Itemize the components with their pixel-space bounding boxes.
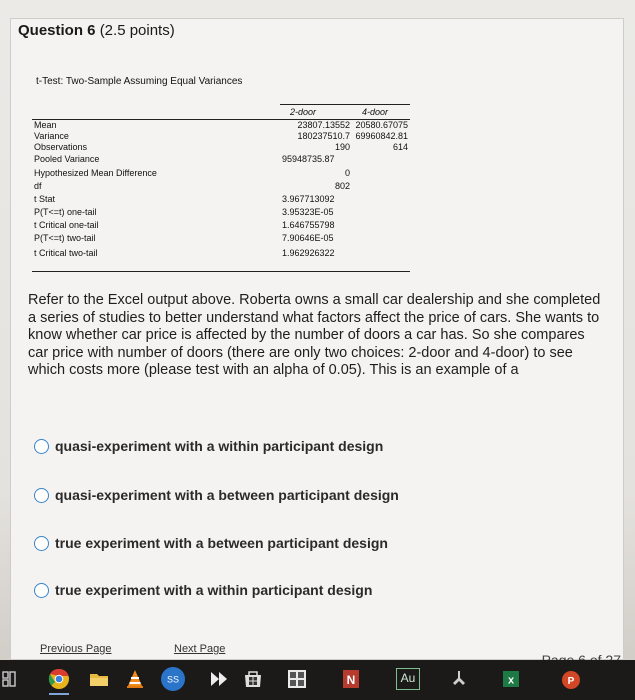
next-page-link[interactable]: Next Page: [174, 643, 226, 655]
radio-button[interactable]: [34, 536, 49, 551]
table-row: [32, 131, 410, 142]
store-icon[interactable]: [242, 668, 264, 690]
active-app-indicator: [49, 693, 69, 695]
row-value-2door: 1.962926322: [282, 248, 335, 258]
row-label: Hypothesized Mean Difference: [34, 168, 157, 178]
radio-button[interactable]: [34, 439, 49, 454]
chrome-icon[interactable]: [48, 668, 70, 690]
audition-icon[interactable]: Au: [396, 668, 420, 690]
table-row: [32, 248, 410, 259]
radio-button[interactable]: [34, 583, 49, 598]
svg-text:x: x: [507, 674, 515, 687]
blue-circle-app-icon[interactable]: [160, 666, 186, 692]
answer-option-label: true experiment with a within participant design: [55, 582, 373, 598]
row-value-2door: 802: [334, 181, 350, 191]
excel-output-title: t-Test: Two-Sample Assuming Equal Variances: [36, 76, 243, 87]
radio-button[interactable]: [34, 488, 49, 503]
question-points: (2.5 points): [99, 22, 175, 39]
row-label: P(T<=t) one-tail: [34, 207, 97, 217]
table-row: [32, 207, 410, 218]
table-row: [32, 194, 410, 205]
question-number: Question 6: [18, 22, 96, 39]
row-value-2door: 1.646755798: [282, 220, 335, 230]
row-value-2door: 3.95323E-05: [282, 207, 334, 217]
question-title: [18, 22, 175, 39]
row-value-2door: 0: [344, 168, 350, 178]
answer-option-4[interactable]: [34, 582, 372, 598]
row-value-4door: 20580.67075: [355, 120, 408, 130]
row-value-2door: 7.90646E-05: [282, 233, 334, 243]
powerpoint-icon[interactable]: [560, 669, 582, 691]
row-value-2door: 23807.13552: [297, 120, 350, 130]
row-value-2door: 190: [334, 142, 350, 152]
row-label: Mean: [34, 120, 57, 130]
column-header-2door: 2-door: [290, 107, 317, 117]
svg-text:N: N: [346, 673, 356, 687]
taskbar: [0, 660, 635, 700]
row-value-2door: 180237510.7: [297, 131, 350, 141]
table-row: [32, 181, 410, 192]
file-explorer-icon[interactable]: [88, 668, 110, 690]
svg-text:SS: SS: [166, 674, 180, 685]
task-view-icon[interactable]: [2, 670, 16, 688]
excel-stats-table: [32, 104, 410, 272]
table-row: [32, 142, 410, 153]
previous-page-link[interactable]: Previous Page: [40, 643, 112, 655]
row-label: Pooled Variance: [34, 154, 100, 164]
row-value-2door: 95948735.87: [282, 154, 335, 164]
table-row: [32, 233, 410, 244]
answer-option-2[interactable]: [34, 487, 399, 503]
row-value-2door: 3.967713092: [282, 194, 335, 204]
answer-option-3[interactable]: [34, 535, 388, 551]
answer-option-label: quasi-experiment with a within participant design: [55, 438, 384, 454]
onenote-icon[interactable]: [340, 668, 362, 690]
column-header-4door: 4-door: [362, 107, 389, 117]
row-label: P(T<=t) two-tail: [34, 233, 96, 243]
media-player-icon[interactable]: [208, 668, 230, 690]
office-app-icon[interactable]: [286, 668, 308, 690]
table-row: [32, 120, 410, 131]
svg-text:P: P: [567, 676, 575, 687]
excel-icon[interactable]: [500, 668, 522, 690]
row-label: t Stat: [34, 194, 56, 204]
question-prompt: Refer to the Excel output above. Roberta owns a small car dealership and she completed a series of studies to better understand what factors affect the price of cars. She wants to know whether car price is affected by the number of doors a car has. So she compares car price with number of doors (there are only two choices: 2-door and 4-door) to see which costs more (please test with an alpha of 0.05). This is an example of a: [28, 292, 601, 379]
row-value-4door: 69960842.81: [355, 131, 408, 141]
row-label: Observations: [34, 142, 88, 152]
table-row: [32, 154, 410, 165]
row-label: Variance: [34, 131, 69, 141]
answer-option-1[interactable]: [34, 438, 383, 454]
answer-option-label: quasi-experiment with a between participant design: [55, 487, 399, 503]
row-label: t Critical two-tail: [34, 248, 98, 258]
row-value-4door: 614: [392, 142, 408, 152]
person-run-icon[interactable]: [448, 668, 470, 690]
vlc-icon[interactable]: [124, 668, 146, 690]
row-label: df: [34, 181, 42, 191]
answer-option-label: true experiment with a between participant design: [55, 535, 388, 551]
row-label: t Critical one-tail: [34, 220, 99, 230]
table-row: [32, 220, 410, 231]
table-row: [32, 168, 410, 179]
